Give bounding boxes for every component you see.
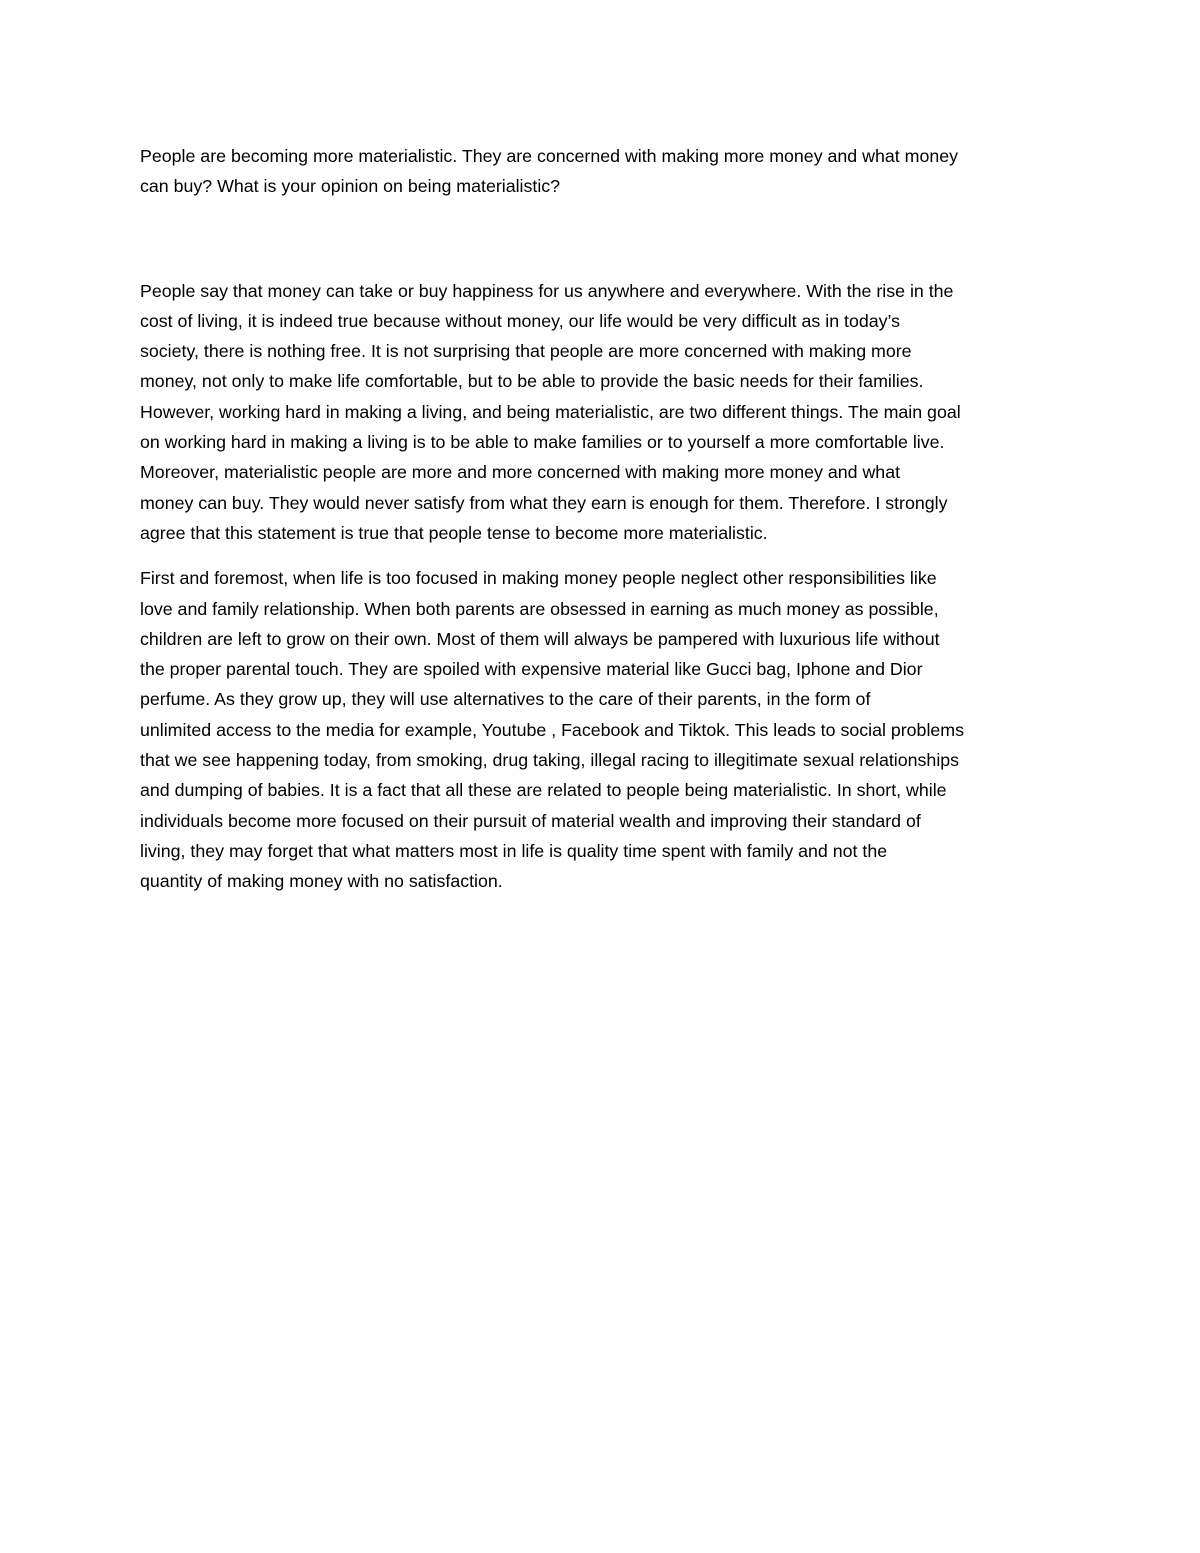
essay-paragraph-1 xyxy=(140,276,1062,549)
paragraph-line: unlimited access to the media for example, Youtube , Facebook and Tiktok. This leads to social problems xyxy=(140,719,964,740)
paragraph-line: money can buy. They would never satisfy from what they earn is enough for them. Therefore. I strongly xyxy=(140,492,948,513)
paragraph-line: Moreover, materialistic people are more and more concerned with making more money and what xyxy=(140,462,901,483)
paragraph-line: individuals become more focused on their pursuit of material wealth and improving their standard of xyxy=(140,810,921,831)
essay-paragraph-2 xyxy=(140,563,1062,896)
paragraph-line: on working hard in making a living is to be able to make families or to yourself a more comfortable live. xyxy=(140,432,945,453)
paragraph-line: cost of living, it is indeed true because without money, our life would be very difficult as in today’s xyxy=(140,310,901,331)
paragraph-line: perfume. As they grow up, they will use alternatives to the care of their parents, in the form of xyxy=(140,689,871,710)
paragraph-line: However, working hard in making a living, and being materialistic, are two different things. The main goal xyxy=(140,401,961,422)
paragraph-line: children are left to grow on their own. Most of them will always be pampered with luxurious life without xyxy=(140,628,940,649)
paragraph-line: money, not only to make life comfortable, but to be able to provide the basic needs for their families. xyxy=(140,371,924,392)
paragraph-line: First and foremost, when life is too focused in making money people neglect other responsibilities like xyxy=(140,568,937,589)
essay-body xyxy=(140,276,1062,897)
paragraph-line: the proper parental touch. They are spoiled with expensive material like Gucci bag, Iphone and Dior xyxy=(140,659,923,680)
paragraph-line: agree that this statement is true that people tense to become more materialistic. xyxy=(140,522,768,543)
paragraph-line: quantity of making money with no satisfaction. xyxy=(140,871,503,892)
paragraph-line: that we see happening today, from smoking, drug taking, illegal racing to illegitimate sexual relationships xyxy=(140,750,960,771)
essay-prompt xyxy=(140,141,1062,202)
paragraph-line: love and family relationship. When both parents are obsessed in earning as much money as possible, xyxy=(140,598,939,619)
paragraph-line: and dumping of babies. It is a fact that all these are related to people being materialistic. In short, while xyxy=(140,780,947,801)
prompt-line: People are becoming more materialistic. They are concerned with making more money and what money xyxy=(140,146,959,166)
paragraph-line: People say that money can take or buy happiness for us anywhere and everywhere. With the rise in the xyxy=(140,280,954,301)
document-content xyxy=(140,141,1062,912)
paragraph-line: living, they may forget that what matters most in life is quality time spent with family and not the xyxy=(140,840,888,861)
paragraph-line: society, there is nothing free. It is not surprising that people are more concerned with making more xyxy=(140,341,912,362)
prompt-line: can buy? What is your opinion on being materialistic? xyxy=(140,176,561,197)
